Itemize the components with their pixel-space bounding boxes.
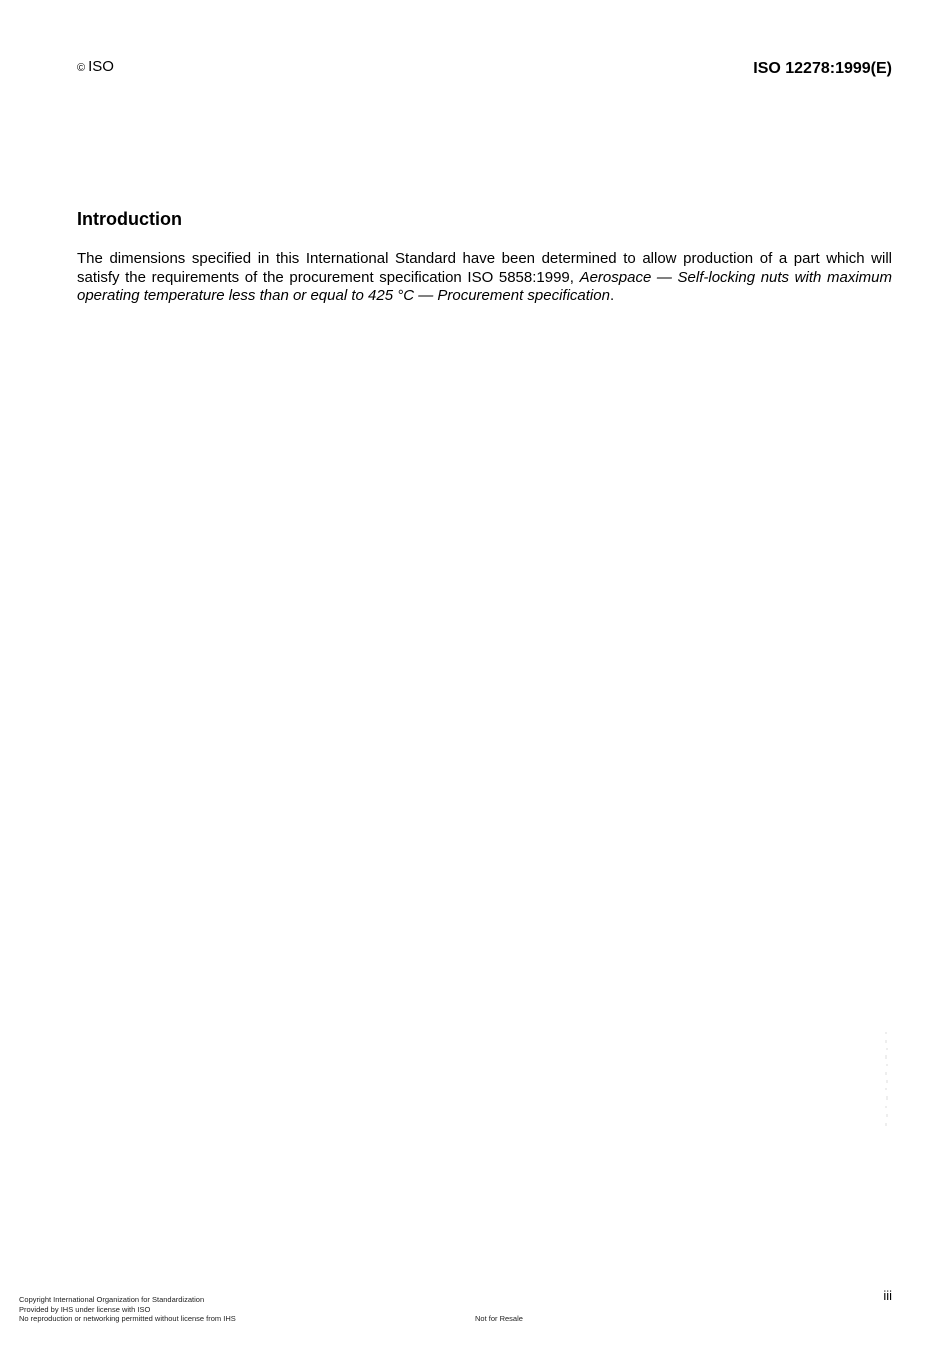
- page-number: iii: [883, 1288, 892, 1303]
- section-title: Introduction: [77, 209, 182, 229]
- introduction-paragraph: [77, 250, 892, 306]
- document-id: ISO 12278:1999(E): [753, 60, 892, 77]
- footer-line: No reproduction or networking permitted without license from IHS: [19, 1314, 236, 1324]
- footer-not-for-resale: Not for Resale: [475, 1314, 523, 1323]
- footer-copyright-notice: [19, 1295, 236, 1324]
- paragraph-italic-title: Aerospace — Self-locking nuts with maximum operating temperature less than or equal to 425 °C — Procurement specification: [77, 268, 892, 305]
- copyright-symbol: ©: [77, 62, 86, 74]
- footer-line: Provided by IHS under license with ISO: [19, 1304, 151, 1314]
- footer-line: Copyright International Organization for Standardization: [19, 1295, 205, 1304]
- copyright-org: ISO: [88, 58, 114, 75]
- paragraph-text: The dimensions specified in this International Standard have been determined to allow production of a part which will satisfy the requirements of the procurement specification ISO 5858:1999,: [77, 250, 892, 286]
- header-copyright: [77, 58, 114, 77]
- side-barcode-mark: [884, 1030, 890, 1130]
- paragraph-end: .: [609, 287, 615, 305]
